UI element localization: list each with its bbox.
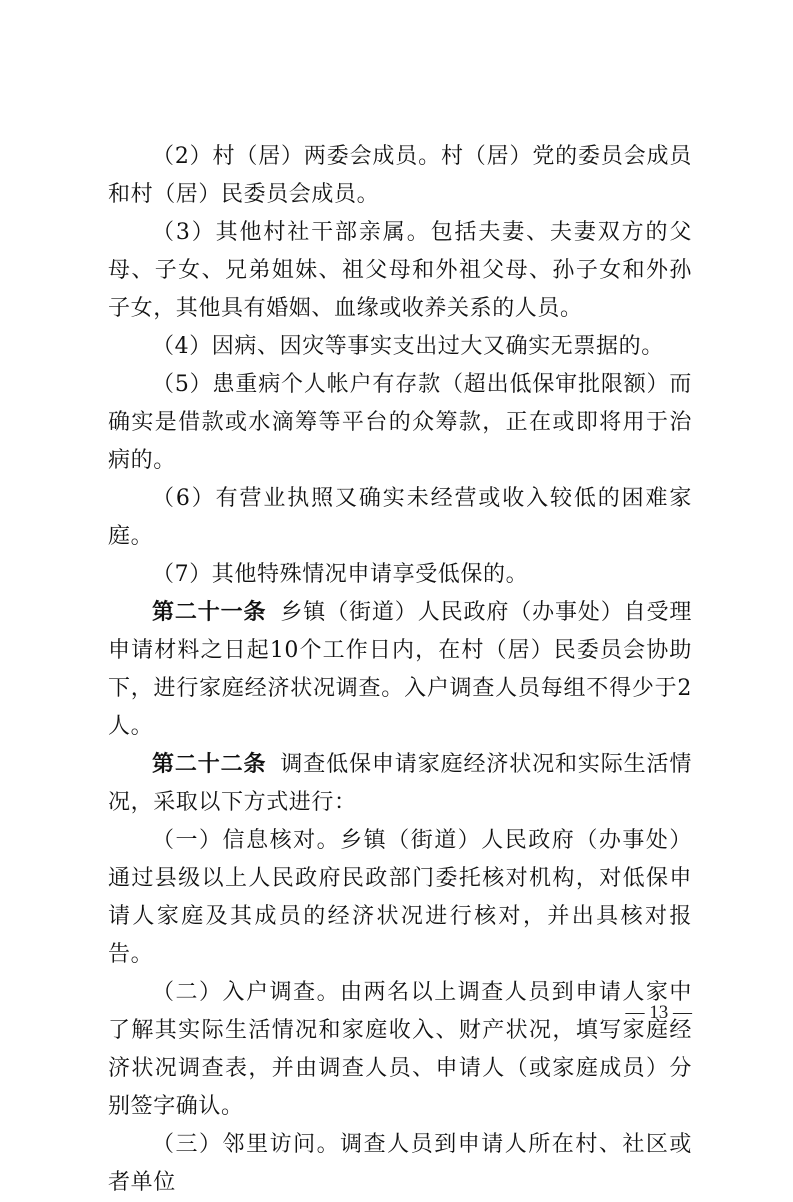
paragraph-text: （6）有营业执照又确实未经营或收入较低的困难家庭。: [108, 486, 692, 549]
paragraph-item-2: [108, 138, 692, 214]
page-number: — 13 —: [625, 1002, 692, 1023]
paragraph-item-3: [108, 214, 692, 328]
article-22: [108, 746, 692, 822]
paragraph-item-5: [108, 366, 692, 480]
paragraph-text: （二）入户调查。由两名以上调查人员到申请人家中了解其实际生活情况和家庭收入、财产状况，填写家庭经济状况调查表，并由调查人员、申请人（或家庭成员）分别签字确认。: [108, 980, 692, 1119]
paragraph-item-4: [108, 328, 692, 366]
paragraph-home-survey: [108, 974, 692, 1126]
paragraph-text: （3）其他村社干部亲属。包括夫妻、夫妻双方的父母、子女、兄弟姐妹、祖父母和外祖父母、孙子女和外孙子女，其他具有婚姻、血缘或收养关系的人员。: [108, 220, 692, 321]
article-heading: 第二十一条: [152, 600, 267, 625]
paragraph-text: （4）因病、因灾等事实支出过大又确实无票据的。: [152, 334, 664, 359]
article-text: 乡镇（街道）人民政府（办事处）自受理申请材料之日起10个工作日内，在村（居）民委员会协助下，进行家庭经济状况调查。入户调查人员每组不得少于2人。: [108, 600, 692, 739]
paragraph-text: （三）邻里访问。调查人员到申请人所在村、社区或者单位: [108, 1132, 692, 1195]
paragraph-neighbor-visit: [108, 1126, 692, 1202]
paragraph-text: （一）信息核对。乡镇（街道）人民政府（办事处）通过县级以上人民政府民政部门委托核对机构，对低保申请人家庭及其成员的经济状况进行核对，并出具核对报告。: [108, 828, 692, 967]
document-body: [108, 138, 692, 1202]
article-heading: 第二十二条: [152, 752, 267, 777]
paragraph-text: （5）患重病个人帐户有存款（超出低保审批限额）而确实是借款或水滴筹等平台的众筹款，正在或即将用于治病的。: [108, 372, 692, 473]
paragraph-information-check: [108, 822, 692, 974]
paragraph-item-6: [108, 480, 692, 556]
paragraph-item-7: [108, 556, 692, 594]
article-21: [108, 594, 692, 746]
article-text: 调查低保申请家庭经济状况和实际生活情况，采取以下方式进行：: [108, 752, 692, 815]
paragraph-text: （2）村（居）两委会成员。村（居）党的委员会成员和村（居）民委员会成员。: [108, 144, 692, 207]
paragraph-text: （7）其他特殊情况申请享受低保的。: [152, 562, 529, 587]
